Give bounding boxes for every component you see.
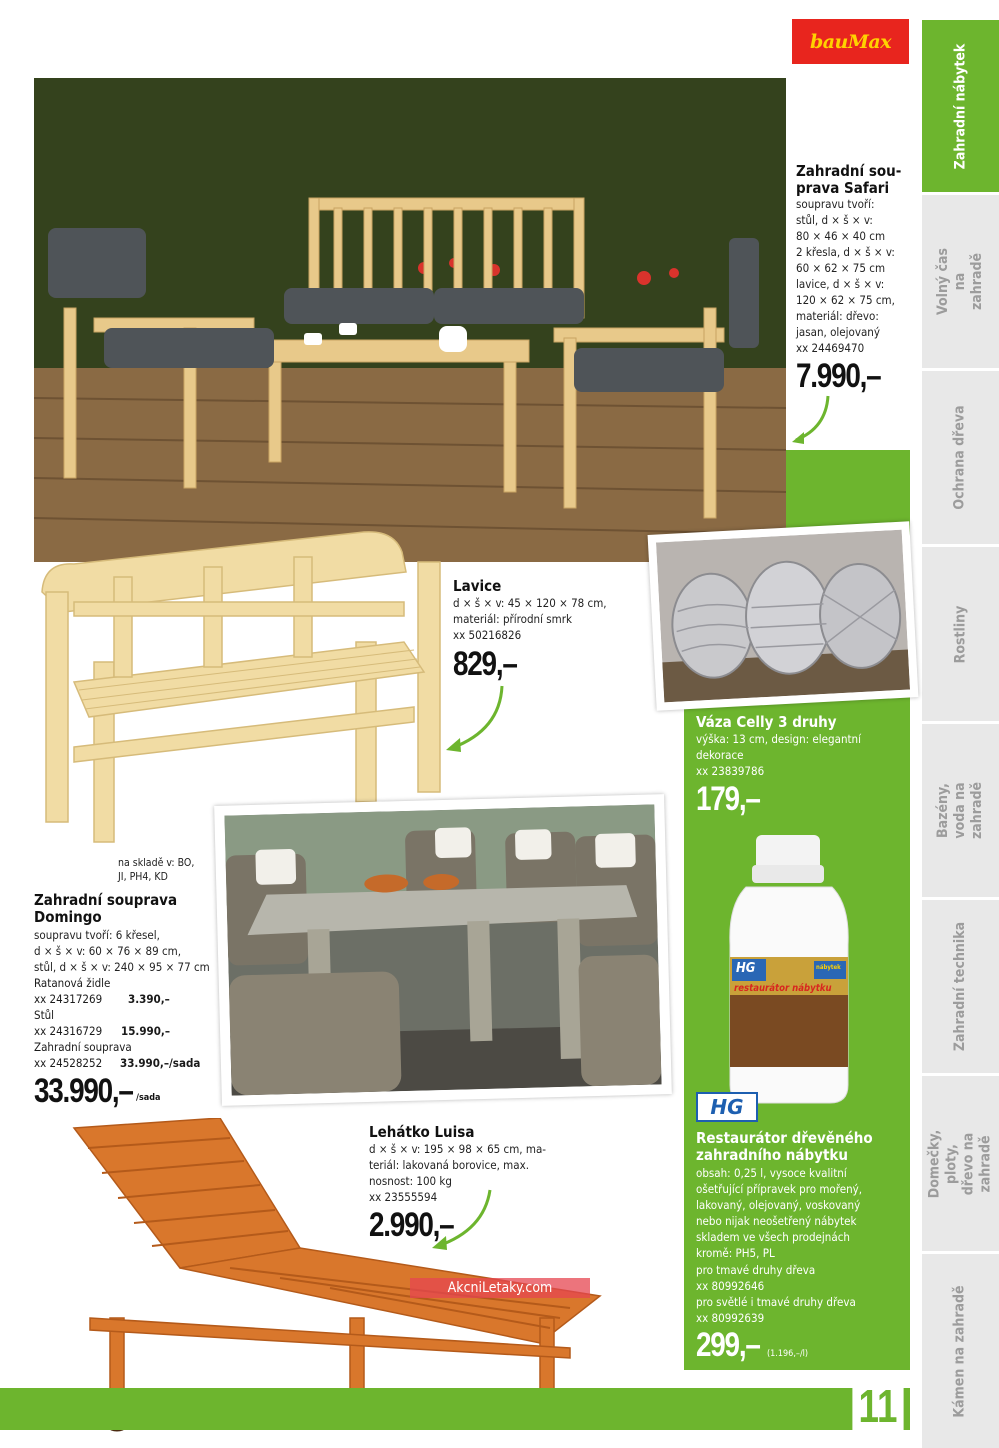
tab-zahradni-nabytek[interactable]: Zahradní nábytek [922,20,999,195]
vase-photo [648,521,919,710]
domingo-price-list [34,975,220,1071]
domingo-price: 33.990,– [34,1072,133,1110]
domingo-desc: soupravu tvoří: 6 křesel, d × š × v: 60 × 76 × 89 cm, stůl, d × š × v: 240 × 95 × 77 cm [34,928,210,974]
hg-variants: pro tmavé druhy dřeva xx 80992646 pro světlé i tmavé druhy dřeva xx 80992639 [696,1263,856,1325]
tab-volny-cas[interactable]: Volný čas na zahradě [922,195,999,371]
domingo-row: xx 24528252 33.990,–/sada [34,1056,201,1070]
hg-price: 299,– [696,1326,760,1364]
baumax-logo: bauMax [792,19,909,64]
luisa-desc: d × š × v: 195 × 98 × 65 cm, ma- teriál: lakovaná borovice, max. nosnost: 100 kg xx 23555594 [369,1142,547,1204]
hg-desc: obsah: 0,25 l, vysoce kvalitní ošetřující přípravek pro mořený, lakovaný, olejovaný, voskovaný nebo nijak neošetřený nábytek skladem ve všech prodejnách kromě: PH5, PL [696,1166,863,1260]
domingo-title: Zahradní souprava Domingo [34,891,178,926]
page-number: 11 [852,1380,903,1432]
luisa-price: 2.990,– [369,1206,454,1244]
vase-desc: výška: 13 cm, design: elegantní dekorace xx 23839786 [696,732,861,778]
domingo-set-photo [214,794,672,1106]
domingo-row-name: Ratanová židle [34,976,111,990]
tab-bazeny[interactable]: Bazény, voda na zahradě [922,724,999,900]
lavice-price: 829,– [453,645,517,683]
safari-set-photo [34,78,786,562]
hg-title: Restaurátor dřevěného zahradního nábytku [696,1129,873,1164]
domingo-stock: na skladě v: BO, JI, PH4, KD [118,857,195,883]
domingo-row: xx 24317269 3.390,– [34,992,170,1006]
tab-domecky[interactable]: Domečky, ploty, dřevo na zahradě [922,1076,999,1254]
hg-bottle-image [728,835,850,1105]
tab-ochrana-dreva[interactable]: Ochrana dřeva [922,371,999,547]
safari-desc: soupravu tvoří: stůl, d × š × v: 80 × 46 × 40 cm 2 křesla, d × š × v: 60 × 62 × 75 cm lavice, d × š × v: 120 × 62 × 75 cm, materiál: dřevo: jasan, olejovaný xx 24469470 [796,197,895,355]
lavice-arrow-icon [444,684,510,754]
bottle-brand-text: HG [736,961,756,976]
tab-zahradni-technika[interactable]: Zahradní technika [922,900,999,1076]
vase-title: Váza Celly 3 druhy [696,713,837,731]
safari-title: Zahradní sou- prava Safari [796,162,902,197]
luisa-title: Lehátko Luisa [369,1123,475,1141]
lavice-title: Lavice [453,577,502,595]
bottle-badge-text: nábytek [816,964,841,971]
domingo-row-name: Zahradní souprava [34,1040,132,1054]
safari-arrow-icon [790,394,840,446]
watermark: AkcniLetaky.com [410,1278,590,1298]
domingo-row-name: Stůl [34,1008,55,1022]
tab-kamen[interactable]: Kámen na zahradě [922,1254,999,1448]
safari-price: 7.990,– [796,357,881,395]
bottom-green-bar [0,1388,910,1430]
lavice-desc: d × š × v: 45 × 120 × 78 cm, materiál: přírodní smrk xx 50216826 [453,596,607,642]
luisa-arrow-icon [430,1188,496,1254]
vase-price: 179,– [696,780,760,818]
hg-unit-price: (1.196,–/l) [767,1349,809,1359]
hg-logo: HG [696,1092,758,1122]
domingo-row: xx 24316729 15.990,– [34,1024,171,1038]
category-tabs [922,20,999,1448]
tab-rostliny[interactable]: Rostliny [922,547,999,724]
domingo-price-unit: /sada [136,1093,161,1103]
bottle-label-text: restaurátor nábytku [734,983,832,994]
